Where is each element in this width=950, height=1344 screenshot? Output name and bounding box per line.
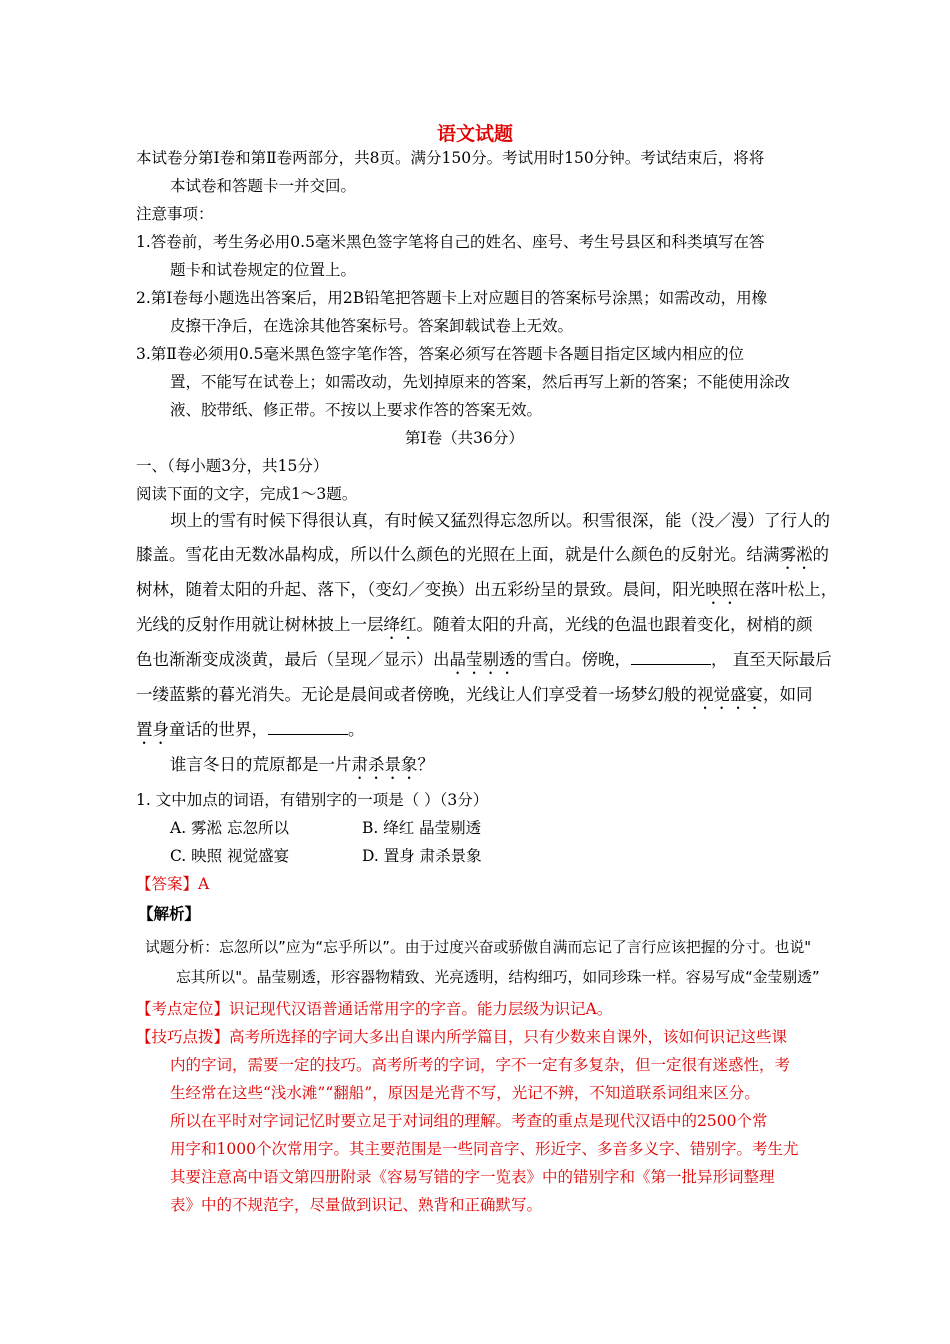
note-3-line-3: 液、胶带纸、修正带。不按以上要求作答的答案无效。	[170, 401, 543, 419]
answer-value: A	[198, 875, 210, 893]
passage-text: 。随着太阳的升高，光线的色温也跟着变化，树梢的颜	[416, 615, 813, 634]
note-1-line-1: 1.答卷前，考生务必用0.5毫米黑色签字笔将自己的姓名、座号、考生号县区和科类填写在答	[136, 233, 765, 251]
dotted-word: 置身	[136, 720, 169, 739]
note-1-line-2: 题卡和试卷规定的位置上。	[170, 261, 357, 279]
part-one-heading: 一、（每小题3分，共15分）	[136, 457, 329, 475]
dotted-word: 雾淞	[779, 545, 813, 564]
passage-text: 在落叶松上，	[738, 580, 838, 599]
reading-instruction: 阅读下面的文字，完成1～3题。	[136, 485, 358, 503]
option-a: A. 雾淞 忘忽所以	[170, 819, 289, 837]
question-1-stem: 1. 文中加点的词语，有错别字的一项是（ ）（3分）	[136, 791, 489, 809]
passage-text: 一缕蓝紫的暮光消失。无论是晨间或者傍晚，光线让人们享受着一场梦幻般的	[136, 685, 697, 704]
passage-text: 童话的世界，	[169, 720, 268, 739]
passage-text: 光线的反射作用就让树林披上一层	[136, 615, 384, 634]
passage-text: 树林，随着太阳的升起、落下，（变幻／变换）出五彩纷呈的景致。晨间，阳光	[136, 580, 706, 599]
page-title: 语文试题	[436, 123, 513, 145]
passage-text: 谁言冬日的荒原都是一片	[170, 755, 352, 774]
answer-label: 【答案】	[136, 875, 199, 893]
option-d: D. 置身 肃杀景象	[362, 847, 482, 865]
analysis-line-2: 忘其所以"。晶莹剔透，形容器物精致、光亮透明，结构细巧，如同珍珠一样。容易写成“金莹剔透”	[176, 969, 820, 986]
passage-text: ，如同	[763, 685, 813, 704]
kaodian-label: 【考点定位】	[136, 1000, 230, 1018]
dotted-word: 晶莹剔透	[449, 650, 516, 669]
fill-blank-1	[631, 650, 711, 665]
note-3-line-2: 置，不能写在试卷上；如需改动，先划掉原来的答案，然后再写上新的答案；不能使用涂改	[170, 373, 791, 391]
kaodian-text: 识记现代汉语普通话常用字的字音。能力层级为识记A。	[229, 1000, 613, 1018]
answer-line	[136, 874, 209, 894]
fill-blank-2	[268, 720, 348, 735]
jiqiao-line-6: 其要注意高中语文第四册附录《容易写错的字一览表》中的错别字和《第一批异形词整理	[170, 1168, 775, 1186]
dotted-word: 视觉盛宴	[697, 685, 763, 704]
notes-heading: 注意事项：	[136, 205, 214, 223]
kaodian-line	[136, 999, 612, 1019]
jiqiao-line-3: 生经常在这些“浅水滩”“翻船”，原因是光背不写，光记不辨，不知道联系词组来区分。	[170, 1084, 760, 1102]
passage-line-1: 坝上的雪有时候下得很认真，有时候又猛烈得忘忽所以。积雪很深，能（没／漫）了行人的	[170, 511, 830, 530]
passage-line-4	[136, 613, 813, 643]
intro-line-1: 本试卷分第Ⅰ卷和第Ⅱ卷两部分，共8页。满分150分。考试用时150分钟。考试结束后，将将	[136, 149, 765, 167]
jiqiao-line-2: 内的字词，需要一定的技巧。高考所考的字词，字不一定有多复杂，但一定很有迷惑性，考	[170, 1056, 791, 1074]
jiqiao-text: 高考所选择的字词大多出自课内所学篇目，只有少数来自课外，该如何识记这些课	[229, 1028, 788, 1046]
passage-line-3	[136, 578, 837, 608]
option-b: B. 绛红 晶莹剔透	[362, 819, 482, 837]
note-2-line-2: 皮擦干净后，在选涂其他答案标号。答案卸载试卷上无效。	[170, 317, 574, 335]
passage-text: 的雪白。傍晚，	[515, 650, 631, 669]
jiqiao-line-1	[136, 1027, 787, 1047]
jiqiao-line-5: 用字和1000个次常用字。其主要范围是一些同音字、形近字、多音多义字、错别字。考生尤	[170, 1140, 799, 1158]
passage-line-2	[136, 543, 829, 573]
jiqiao-line-7: 表》中的不规范字，尽量做到识记、熟背和正确默写。	[170, 1196, 543, 1214]
analysis-line-1: 试题分析：忘忽所以”应为“忘乎所以”。由于过度兴奋或骄傲自满而忘记了言行应该把握的分寸。也说"	[145, 939, 812, 956]
analysis-label: 【解析】	[138, 904, 201, 923]
jiqiao-label: 【技巧点拨】	[136, 1028, 230, 1046]
dotted-word: 肃杀景象	[351, 755, 418, 774]
passage-text: ？	[417, 755, 434, 774]
passage-text: ， 直至天际最后	[711, 650, 832, 669]
passage-text: 的	[812, 545, 829, 564]
jiqiao-line-4: 所以在平时对字词记忆时要立足于对词组的理解。考查的重点是现代汉语中的2500个常	[170, 1112, 768, 1130]
option-c: C. 映照 视觉盛宴	[170, 847, 290, 865]
note-3-line-1: 3.第Ⅱ卷必须用0.5毫米黑色签字笔作答，答案必须写在答题卡各题目指定区域内相应的位	[136, 345, 744, 363]
note-2-line-1: 2.第Ⅰ卷每小题选出答案后，用2B铅笔把答题卡上对应题目的答案标号涂黑；如需改动，用橡	[136, 289, 768, 307]
dotted-word: 映照	[705, 580, 739, 599]
intro-line-2: 本试卷和答题卡一并交回。	[170, 177, 357, 195]
passage-line-7	[136, 718, 365, 748]
passage-text: 色也渐渐变成淡黄，最后（呈现／显示）出	[136, 650, 450, 669]
passage-line-5	[136, 648, 832, 678]
passage-text: 膝盖。雪花由无数冰晶构成，所以什么颜色的光照在上面，就是什么颜色的反射光。结满	[136, 545, 780, 564]
passage-line-6	[136, 683, 813, 713]
passage-text: 。	[348, 720, 365, 739]
passage-line-8	[170, 753, 434, 783]
dotted-word: 绛红	[383, 615, 417, 634]
section-1-heading: 第Ⅰ卷（共36分）	[405, 429, 524, 447]
